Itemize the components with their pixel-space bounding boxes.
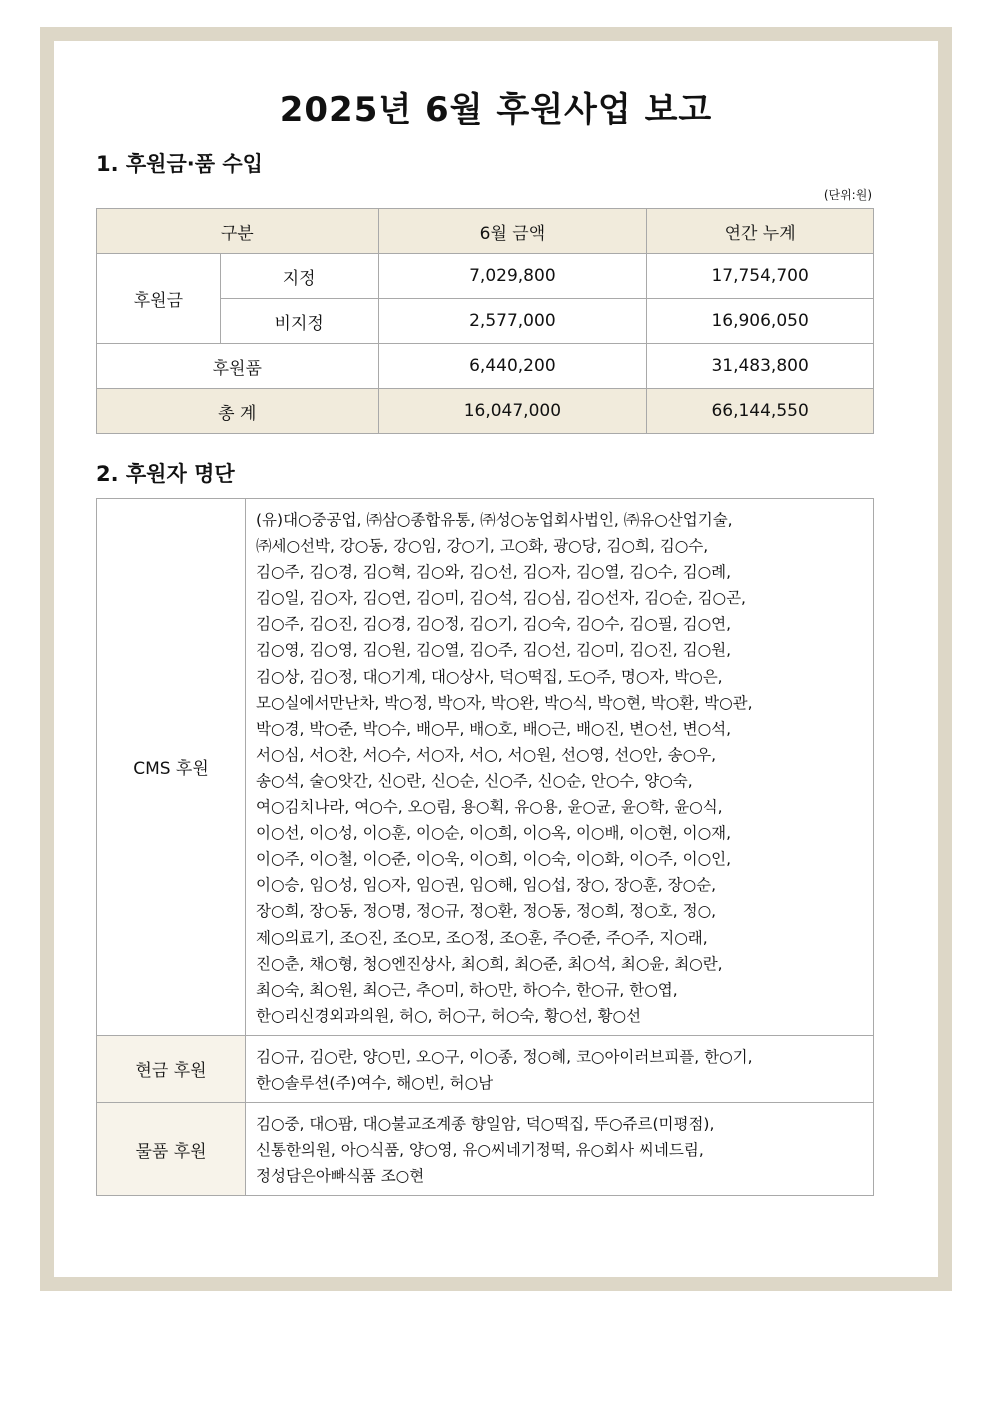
total-row xyxy=(97,389,874,434)
list-item: 정성담은아빠식품 조○현 xyxy=(256,1167,425,1186)
table-row xyxy=(97,1103,874,1196)
undesignated-month: 2,577,000 xyxy=(378,299,647,344)
designated-annual: 17,754,700 xyxy=(647,254,874,299)
header-month-amount: 6월 금액 xyxy=(378,209,647,254)
income-table xyxy=(96,208,874,434)
section-income-heading: 1. 후원금·품 수입 xyxy=(96,152,263,176)
cash-label: 현금 후원 xyxy=(97,1035,246,1102)
list-item: 이○주, 이○철, 이○준, 이○욱, 이○희, 이○숙, 이○화, 이○주, 이○인, xyxy=(256,850,731,869)
list-item: 진○춘, 채○형, 청○엔진상사, 최○희, 최○준, 최○석, 최○윤, 최○란, xyxy=(256,954,723,973)
donor-table xyxy=(96,498,874,1196)
goods-donation-label: 물품 후원 xyxy=(97,1103,246,1196)
list-item: 한○리신경외과의원, 허○, 허○구, 허○숙, 황○선, 황○선 xyxy=(256,1006,641,1025)
undesignated-annual: 16,906,050 xyxy=(647,299,874,344)
list-item: ㈜세○선박, 강○동, 강○임, 강○기, 고○화, 광○당, 김○희, 김○수, xyxy=(256,537,709,556)
list-item: 박○경, 박○준, 박○수, 배○무, 배○호, 배○근, 배○진, 변○선, 변○석, xyxy=(256,719,731,738)
list-item: 김○일, 김○자, 김○연, 김○미, 김○석, 김○심, 김○선자, 김○순, 김○곤, xyxy=(256,589,746,608)
list-item: 제○의료기, 조○진, 조○모, 조○정, 조○훈, 주○준, 주○주, 지○래, xyxy=(256,928,708,947)
unit-label: (단위:원) xyxy=(823,188,872,202)
list-item: 김○영, 김○영, 김○원, 김○열, 김○주, 김○선, 김○미, 김○진, 김○원, xyxy=(256,641,731,660)
list-item: 신통한의원, 아○식품, 양○영, 유○씨네기정떡, 유○회사 씨네드림, xyxy=(256,1141,704,1160)
designated-label: 지정 xyxy=(220,254,378,299)
goods-label: 후원품 xyxy=(97,344,379,389)
list-item: 김○중, 대○팜, 대○불교조계종 향일암, 덕○떡집, 뚜○쥬르(미평점), xyxy=(256,1115,715,1134)
list-item: 여○김치나라, 여○수, 오○림, 용○획, 유○용, 윤○균, 윤○학, 윤○식, xyxy=(256,798,723,817)
list-item: 김○주, 김○경, 김○혁, 김○와, 김○선, 김○자, 김○열, 김○수, 김○례, xyxy=(256,563,731,582)
list-item: 모○실에서만난차, 박○정, 박○자, 박○완, 박○식, 박○현, 박○환, 박○관, xyxy=(256,693,753,712)
cms-label: CMS 후원 xyxy=(97,499,246,1036)
list-item: (유)대○중공업, ㈜삼○종합유통, ㈜성○농업회사법인, ㈜유○산업기술, xyxy=(256,511,733,529)
designated-month: 7,029,800 xyxy=(378,254,647,299)
goods-month: 6,440,200 xyxy=(378,344,647,389)
total-label: 총 계 xyxy=(97,389,379,434)
undesignated-label: 비지정 xyxy=(220,299,378,344)
cash-donor-list xyxy=(246,1035,874,1102)
income-table-header xyxy=(97,209,874,254)
cms-donor-list xyxy=(246,499,874,1036)
list-item: 김○상, 김○정, 대○기계, 대○상사, 덕○떡집, 도○주, 명○자, 박○은, xyxy=(256,667,723,686)
header-annual-total: 연간 누계 xyxy=(647,209,874,254)
list-item: 서○심, 서○찬, 서○수, 서○자, 서○, 서○원, 선○영, 선○안, 송○우, xyxy=(256,745,717,764)
list-item: 김○주, 김○진, 김○경, 김○정, 김○기, 김○숙, 김○수, 김○필, 김○연, xyxy=(256,615,731,634)
table-row xyxy=(97,499,874,1036)
header-category: 구분 xyxy=(97,209,379,254)
goods-annual: 31,483,800 xyxy=(647,344,874,389)
list-item: 한○솔루션(주)여수, 해○빈, 허○남 xyxy=(256,1073,494,1092)
report-title: 2025년 6월 후원사업 보고 xyxy=(279,90,713,130)
list-item: 최○숙, 최○원, 최○근, 추○미, 하○만, 하○수, 한○규, 한○엽, xyxy=(256,980,678,999)
total-month: 16,047,000 xyxy=(378,389,647,434)
section-donors-heading: 2. 후원자 명단 xyxy=(96,462,235,486)
list-item: 송○석, 술○앗간, 신○란, 신○순, 신○주, 신○순, 안○수, 양○숙, xyxy=(256,771,693,790)
list-item: 이○승, 임○성, 임○자, 임○권, 임○해, 임○섭, 장○, 장○훈, 장○순, xyxy=(256,876,717,895)
donation-group-label: 후원금 xyxy=(97,254,221,344)
table-row xyxy=(97,1035,874,1102)
table-row xyxy=(97,254,874,299)
list-item: 장○희, 장○동, 정○명, 정○규, 정○환, 정○동, 정○희, 정○호, 정○, xyxy=(256,902,717,921)
goods-donor-list xyxy=(246,1103,874,1196)
table-row xyxy=(97,344,874,389)
total-annual: 66,144,550 xyxy=(647,389,874,434)
list-item: 김○규, 김○란, 양○민, 오○구, 이○종, 정○혜, 코○아이러브피플, 한○기, xyxy=(256,1047,753,1066)
list-item: 이○선, 이○성, 이○훈, 이○순, 이○희, 이○옥, 이○배, 이○현, 이○재, xyxy=(256,824,731,843)
